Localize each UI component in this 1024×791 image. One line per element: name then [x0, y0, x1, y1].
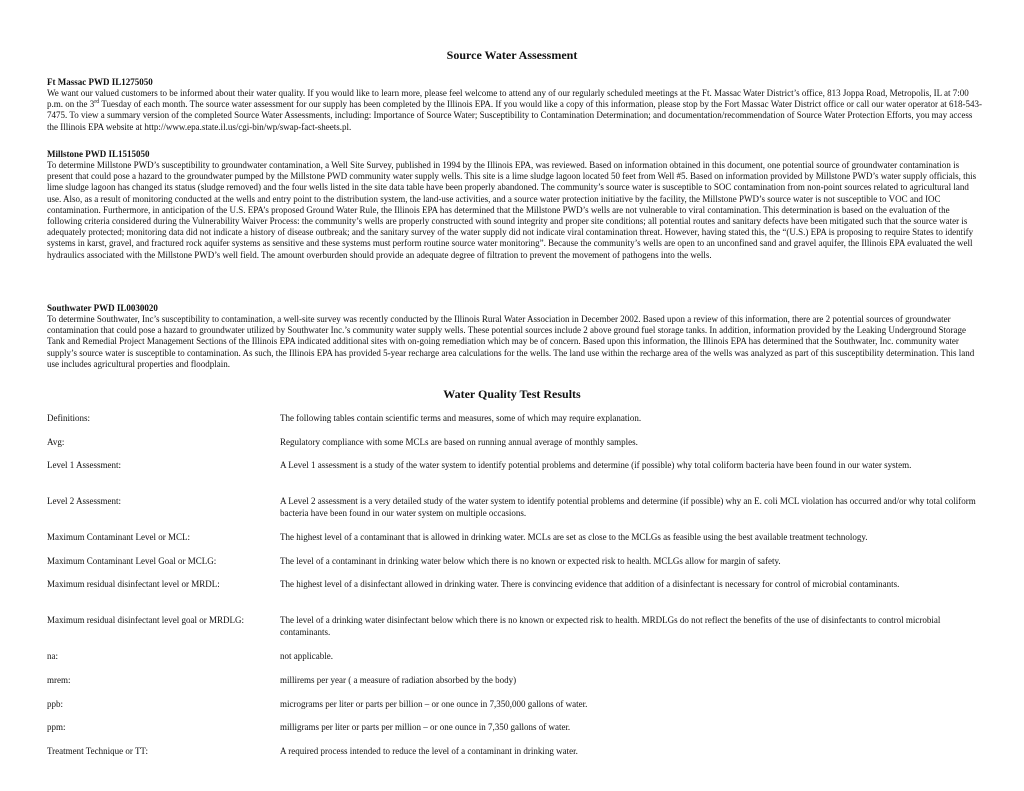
section-text-millstone: To determine Millstone PWD’s susceptibility to groundwater contamination, a Well Site Survey, published in 1994 by the Illinois EPA, was reviewed. Based on information obtained in this document, one potential source of groundwater contamination is present that could pose a hazard to the groundwater pumped by the Millstone PWD community water supply wells. This site is a lime sludge lagoon located 50 feet from Well #5. Based on information provided by Millstone PWD’s water supply officials, this lime sludge lagoon has changed its status (sludge removed) and the four wells listed in the site data table have been properly abandoned. The community’s source water is susceptible to SOC contamination from non-point sources related to agricultural land use. Also, as a result of monitoring conducted at the wells and entry point to the distribution system, the land-use activities, and a source water protection initiative by the facility, the Millstone PWD’s source water is not susceptible to VOC and IOC contamination. Furthermore, in anticipation of the U.S. EPA’s proposed Ground Water Rule, the Illinois EPA has determined that the Millstone PWD’s wells are not vulnerable to viral contamination. This determination is based on the evaluation of the following criteria considered during the Vulnerability Waiver Process: the community’s wells are properly constructed with sound integrity and proper site conditions; all potential routes and sanitary defects have been mitigated such that the source water is adequately protected; monitoring data did not indicate a history of disease outbreak; and the sanitary survey of the water supply did not indicate viral contamination threat. However, having stated this, the “(U.S.) EPA is proposing to require States to identify systems in karst, gravel, and fractured rock aquifer systems as sensitive and these systems must perform routine source water monitoring”. Because the community’s wells are open to an unconfined sand and gravel aquifer, the Illinois EPA evaluated the well hydraulics associated with the Millstone PWD’s well field. The amount overburden should provide an adequate degree of filtration to prevent the movement of pathogens into the wells. [47, 160, 977, 260]
definition-term: Avg: [47, 437, 65, 447]
definition-text: milligrams per liter or parts per million – or one ounce in 7,350 gallons of water. [280, 722, 571, 732]
definition-term: ppm: [47, 722, 66, 732]
ft-massac-text-part-1: We want our valued customers to be informed about their water quality. If you would like to learn more, please feel welcome to attend any of our regularly scheduled meetings at the Ft. Massac Water District’s office, 813 Joppa Road, Metropolis, IL at 7:00 p.m. on the 3 [47, 88, 969, 110]
definition-term: Level 2 Assessment: [47, 496, 121, 506]
definition-text: Regulatory compliance with some MCLs are based on running annual average of monthly samples. [280, 437, 638, 447]
ft-massac-text-part-2: Tuesday of each month. The source water assessment for our supply has been completed by the Illinois EPA. If you would like a copy of this information, please stop by the Fort Massac Water District office or call our water operator at 618-543-7475. To view a summary version of the completed Source Water Assessments, including: Importance of Source Water; Susceptibility to Contamination Determination; and documentation/recommendation of Source Water Protection Efforts, you may access the Illinois EPA website at http://www.epa.state.il.us/cgi-bin/wp/swap-fact-sheets.pl. [47, 99, 982, 132]
ordinal-suffix: rd [94, 99, 100, 106]
section-text-ft-massac [47, 88, 982, 133]
definition-term: Maximum Contaminant Level or MCL: [47, 532, 190, 542]
definition-text: A Level 2 assessment is a very detailed study of the water system to identify potential problems and determine (if possible) why an E. coli MCL violation has occurred and/or why total coliform bacteria have been found in our water system on multiple occasions. [280, 496, 976, 518]
definition-term: na: [47, 651, 58, 661]
definition-text: The level of a drinking water disinfectant below which there is no known or expected risk to health. MRDLGs do not reflect the benefits of the use of disinfectants to control microbial contaminants. [280, 615, 941, 637]
definition-term: Maximum Contaminant Level Goal or MCLG: [47, 556, 217, 566]
definition-term: Maximum residual disinfectant level or MRDL: [47, 579, 220, 589]
definition-term: Maximum residual disinfectant level goal or MRDLG: [47, 615, 244, 625]
water-quality-results-title: Water Quality Test Results [443, 387, 581, 401]
definition-term: Level 1 Assessment: [47, 460, 121, 470]
source-water-assessment-title: Source Water Assessment [446, 48, 578, 62]
definition-term: Treatment Technique or TT: [47, 746, 148, 756]
definition-text: The following tables contain scientific terms and measures, some of which may require explanation. [280, 413, 642, 423]
definition-text: The highest level of a disinfectant allowed in drinking water. There is convincing evidence that addition of a disinfectant is necessary for control of microbial contaminants. [280, 579, 900, 589]
definition-text: A Level 1 assessment is a study of the water system to identify potential problems and determine (if possible) why total coliform bacteria have been found in our water system. [280, 460, 912, 470]
definition-text: A required process intended to reduce the level of a contaminant in drinking water. [280, 746, 578, 756]
section-heading-ft-massac: Ft Massac PWD IL1275050 [47, 77, 153, 87]
definition-term: Definitions: [47, 413, 90, 423]
section-heading-millstone: Millstone PWD IL1515050 [47, 149, 150, 159]
definition-term: ppb: [47, 699, 64, 709]
definition-text: millirems per year ( a measure of radiation absorbed by the body) [280, 675, 517, 685]
definition-text: The highest level of a contaminant that is allowed in drinking water. MCLs are set as close to the MCLGs as feasible using the best available treatment technology. [280, 532, 868, 542]
definition-text: The level of a contaminant in drinking water below which there is no known or expected risk to health. MCLGs allow for margin of safety. [280, 556, 781, 566]
section-text-southwater: To determine Southwater, Inc’s susceptibility to contamination, a well-site survey was recently conducted by the Illinois Rural Water Association in December 2002. Based upon a review of this information, there are 2 potential sources of groundwater contamination that could pose a hazard to groundwater utilized by Southwater Inc.’s community water supply wells. These potential sources include 2 above ground fuel storage tanks. In addition, information provided by the Leaking Underground Storage Tank and Remedial Project Management Sections of the Illinois EPA indicated additional sites with on-going remediation which may be of concern. Based upon this information, the Illinois EPA has determined that the Southwater, Inc. community water supply’s source water is susceptible to contamination. As such, the Illinois EPA has provided 5-year recharge area calculations for the wells. The land use within the recharge area of the wells was analyzed as part of this susceptibility determination. This land use includes agricultural properties and floodplain. [47, 314, 975, 369]
definition-term: mrem: [47, 675, 71, 685]
section-heading-southwater: Southwater PWD IL0030020 [47, 303, 158, 313]
definition-text: not applicable. [280, 651, 333, 661]
definition-text: micrograms per liter or parts per billion – or one ounce in 7,350,000 gallons of water. [280, 699, 588, 709]
